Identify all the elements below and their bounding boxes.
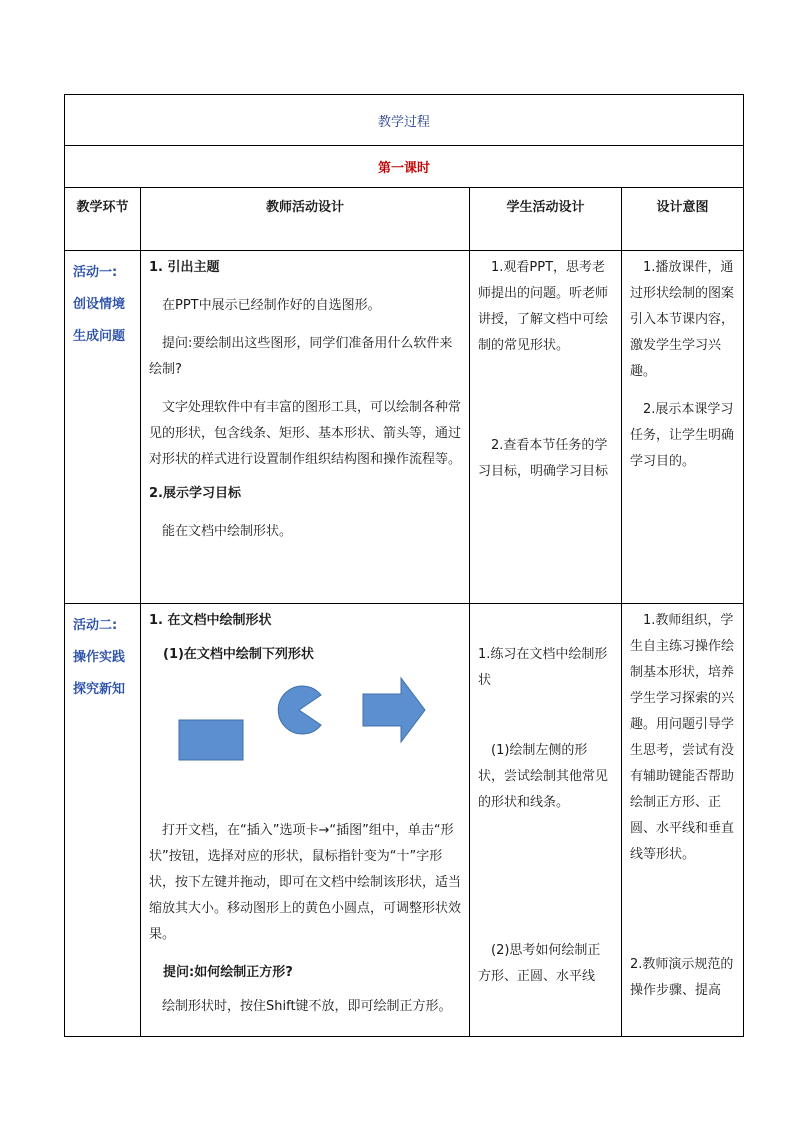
stage-label: 操作实践 <box>73 650 126 665</box>
question: 提问:如何绘制正方形? <box>163 965 293 980</box>
lesson-table <box>64 94 744 1037</box>
paragraph: (2)思考如何绘制正方形、正圆、水平线 <box>478 943 601 984</box>
teacher-cell-activity2 <box>141 604 470 1037</box>
paragraph: 2.展示本课学习任务，让学生明确学习目的。 <box>630 402 735 469</box>
section-heading: 2.展示学习目标 <box>149 486 241 501</box>
stage-label: 活动二: <box>73 618 118 633</box>
section-heading: 1. 引出主题 <box>149 260 220 275</box>
paragraph: 1.播放课件，通过形状绘制的图案引入本节课内容，激发学生学习兴趣。 <box>630 260 735 379</box>
stage-label: 生成问题 <box>73 329 126 344</box>
arrow-shape <box>363 678 425 742</box>
paragraph: 2.查看本节任务的学习目标，明确学习目标 <box>478 438 609 479</box>
stage-label: 活动一: <box>73 265 118 280</box>
table-row <box>65 251 744 604</box>
intent-cell-activity1 <box>622 251 744 604</box>
stage-cell-activity2 <box>65 604 141 1037</box>
stage-cell-activity1 <box>65 251 141 604</box>
teacher-cell-activity1 <box>141 251 470 604</box>
paragraph: 1.观看PPT，思考老师提出的问题。听老师讲授，了解文档中可绘制的常见形状。 <box>478 260 609 353</box>
paragraph: 1.练习在文档中绘制形状 <box>478 647 608 688</box>
stage-label: 探究新知 <box>73 682 126 697</box>
stage-label: 创设情境 <box>73 297 126 312</box>
intent-cell-activity2 <box>622 604 744 1037</box>
example-shapes <box>149 668 461 788</box>
pie-shape <box>278 686 321 734</box>
student-cell-activity1 <box>470 251 622 604</box>
paragraph: 提问:要绘制出这些图形，同学们准备用什么软件来绘制? <box>149 336 453 377</box>
paragraph: 打开文档，在“插入”选项卡→“插图”组中，单击“形状”按钮，选择对应的形状，鼠标指针变为“十”字形状，按下左键并拖动，即可在文档中绘制该形状，适当缩放其大小。移动图形上的黄色小圆点，可调整形状效果。 <box>149 823 462 942</box>
header-teacher: 教师活动设计 <box>141 188 470 251</box>
paragraph: 在PPT中展示已经制作好的自选图形。 <box>162 298 381 313</box>
shapes-figure <box>149 668 449 788</box>
table-title: 教学过程 <box>65 95 744 146</box>
table-row <box>65 604 744 1037</box>
paragraph: 文字处理软件中有丰富的图形工具，可以绘制各种常见的形状，包含线条、矩形、基本形状、箭头等，通过对形状的样式进行设置制作组织结构图和操作流程等。 <box>149 400 462 467</box>
paragraph: 1.教师组织，学生自主练习操作绘制基本形状，培养学生学习探索的兴趣。用问题引导学生思考，尝试有没有辅助键能否帮助绘制正方形、正圆、水平线和垂直线等形状。 <box>630 613 735 862</box>
paragraph: 能在文档中绘制形状。 <box>162 524 293 539</box>
session-title: 第一课时 <box>65 146 744 188</box>
rectangle-shape <box>179 720 243 760</box>
sub-heading: (1)在文档中绘制下列形状 <box>163 647 314 662</box>
paragraph: 绘制形状时，按住Shift键不放，即可绘制正方形。 <box>162 999 452 1014</box>
header-intent: 设计意图 <box>622 188 744 251</box>
header-student: 学生活动设计 <box>470 188 622 251</box>
paragraph: (1)绘制左侧的形状，尝试绘制其他常见的形状和线条。 <box>478 743 609 810</box>
paragraph: 2.教师演示规范的操作步骤、提高 <box>630 957 734 998</box>
student-cell-activity2 <box>470 604 622 1037</box>
header-stage: 教学环节 <box>65 188 141 251</box>
section-heading: 1. 在文档中绘制形状 <box>149 613 272 628</box>
